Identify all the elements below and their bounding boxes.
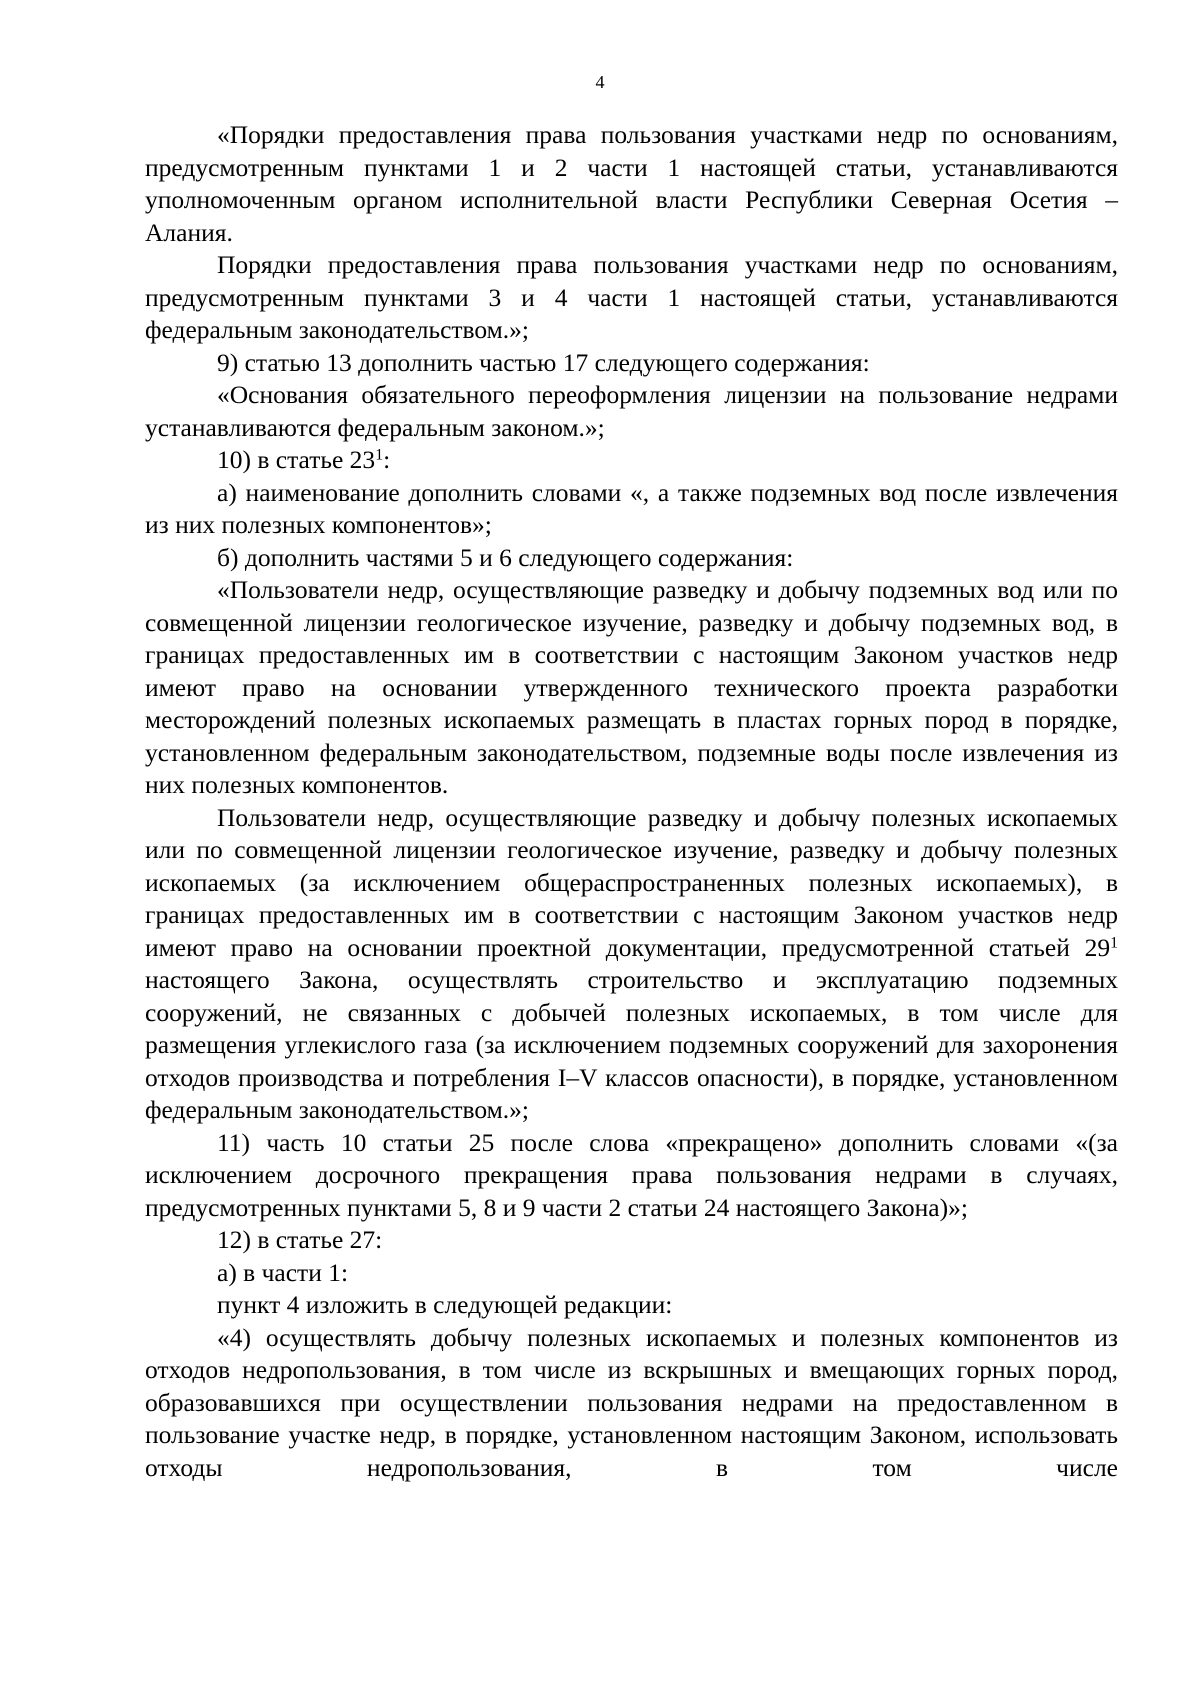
superscript-1: 1	[375, 446, 384, 464]
paragraph-1: «Порядки предоставления права пользования участками недр по основаниям, предусмотренным пунктами 1 и 2 части 1 настоящей статьи, устанавливаются уполномоченным органом исполнительной власти Республики Северная Осетия – Алания.	[145, 120, 1118, 247]
document-body	[145, 119, 1118, 1484]
page-number: 4	[595, 72, 605, 92]
paragraph-12: а) в части 1:	[217, 1257, 349, 1287]
paragraph-3: 9) статью 13 дополнить частью 17 следующего содержания:	[217, 347, 870, 377]
paragraph-11: 12) в статье 27:	[217, 1225, 383, 1254]
paragraph-14: «4) осуществлять добычу полезных ископаемых и полезных компонентов из отходов недропользования, в том числе из вскрышных и вмещающих горных пород, образовавшихся при осуществлении пользования недрами на предоставленном в пользование участке недр, в порядке, установленном настоящим Законом, использовать отходы недропользования, в том числе	[145, 1322, 1118, 1482]
paragraph-4: «Основания обязательного переоформления лицензии на пользование недрами устанавливаются федеральным законом.»;	[145, 380, 1118, 442]
paragraph-9	[145, 802, 1118, 1127]
paragraph-6: а) наименование дополнить словами «, а также подземных вод после извлечения из них полезных компонентов»;	[145, 477, 1118, 539]
paragraph-7: б) дополнить частями 5 и 6 следующего содержания:	[217, 542, 794, 572]
paragraph-10: 11) часть 10 статьи 25 после слова «прекращено» дополнить словами «(за исключением досрочного прекращения права пользования недрами в случаях, предусмотренных пунктами 5, 8 и 9 части 2 статьи 24 настоящего Закона)»;	[145, 1127, 1118, 1222]
paragraph-13: пункт 4 изложить в следующей редакции:	[217, 1290, 673, 1319]
paragraph-5-tail: :	[383, 445, 391, 474]
paragraph-9-text: Пользователи недр, осуществляющие разведку и добычу полезных ископаемых или по совмещенной лицензии геологическое изучение, разведку и добычу полезных ископаемых (за исключением общераспространенных полезных ископаемых), в границах предоставленных им в соответствии с настоящим Законом участков недр имеют право на основании проектной документации, предусмотренной статьей 29	[145, 802, 1118, 962]
paragraph-5	[145, 444, 1118, 477]
paragraph-5-text: 10) в статье 23	[217, 445, 376, 474]
paragraph-2: Порядки предоставления права пользования участками недр по основаниям, предусмотренным пунктами 3 и 4 части 1 настоящей статьи, устанавливаются федеральным законодательством.»;	[145, 250, 1118, 344]
paragraph-9-tail: настоящего Закона, осуществлять строительство и эксплуатацию подземных сооружений, не связанных с добычей полезных ископаемых, в том числе для размещения углекислого газа (за исключением подземных сооружений для захоронения отходов производства и потребления I–V классов опасности), в порядке, установленном федеральным законодательством.»;	[145, 965, 1118, 1124]
paragraph-8: «Пользователи недр, осуществляющие разведку и добычу подземных вод или по совмещенной лицензии геологическое изучение, разведку и добычу подземных вод, в границах предоставленных им в соответствии с настоящим Законом участков недр имеют право на основании утвержденного технического проекта разработки месторождений полезных ископаемых размещать в пластах горных пород в порядке, установленном федеральным законодательством, подземные воды после извлечения из них полезных компонентов.	[145, 575, 1118, 799]
superscript-1: 1	[1110, 933, 1118, 951]
